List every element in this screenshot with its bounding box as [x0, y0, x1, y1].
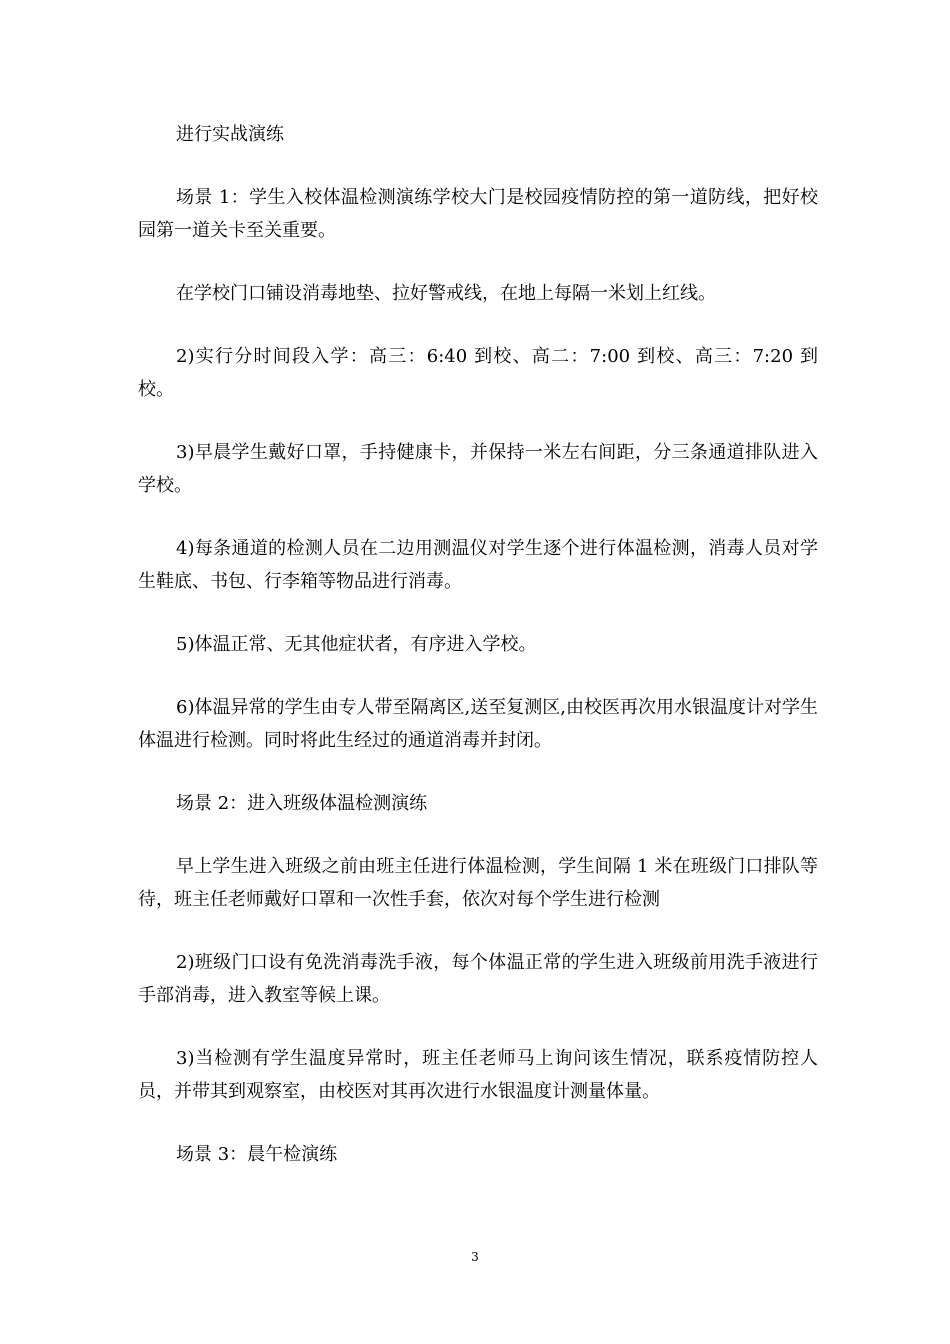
paragraph: 5)体温正常、无其他症状者，有序进入学校。: [176, 634, 537, 655]
paragraph: 2)班级门口设有免洗消毒洗手液，每个体温正常的学生进入班级前用洗手液进行手部消毒，进入教室等候上课。: [138, 952, 818, 1006]
paragraph: 3)早晨学生戴好口罩，手持健康卡，并保持一米左右间距，分三条通道排队进入学校。: [138, 442, 818, 496]
page-number: 3: [471, 1250, 479, 1264]
paragraph: 2)实行分时间段入学：高三：6:40 到校、高二：7:00 到校、高三：7:20 到校。: [138, 346, 818, 400]
paragraph: 场景 1：学生入校体温检测演练学校大门是校园疫情防控的第一道防线，把好校园第一道关卡至关重要。: [138, 187, 818, 241]
paragraph: 3)当检测有学生温度异常时，班主任老师马上询问该生情况，联系疫情防控人员，并带其到观察室，由校医对其再次进行水银温度计测量体量。: [138, 1048, 818, 1102]
paragraph: 在学校门口铺设消毒地垫、拉好警戒线，在地上每隔一米划上红线。: [176, 283, 716, 304]
paragraph: 4)每条通道的检测人员在二边用测温仪对学生逐个进行体温检测，消毒人员对学生鞋底、书包、行李箱等物品进行消毒。: [138, 538, 818, 592]
paragraph: 进行实战演练: [176, 124, 284, 145]
paragraph: 场景 3：晨午检演练: [176, 1144, 338, 1165]
paragraph: 场景 2：进入班级体温检测演练: [176, 793, 428, 814]
paragraph: 6)体温异常的学生由专人带至隔离区,送至复测区,由校医再次用水银温度计对学生体温进行检测。同时将此生经过的通道消毒并封闭。: [138, 697, 818, 751]
paragraph: 早上学生进入班级之前由班主任进行体温检测，学生间隔 1 米在班级门口排队等待，班主任老师戴好口罩和一次性手套，依次对每个学生进行检测: [138, 856, 818, 910]
document-body: [138, 118, 818, 1201]
